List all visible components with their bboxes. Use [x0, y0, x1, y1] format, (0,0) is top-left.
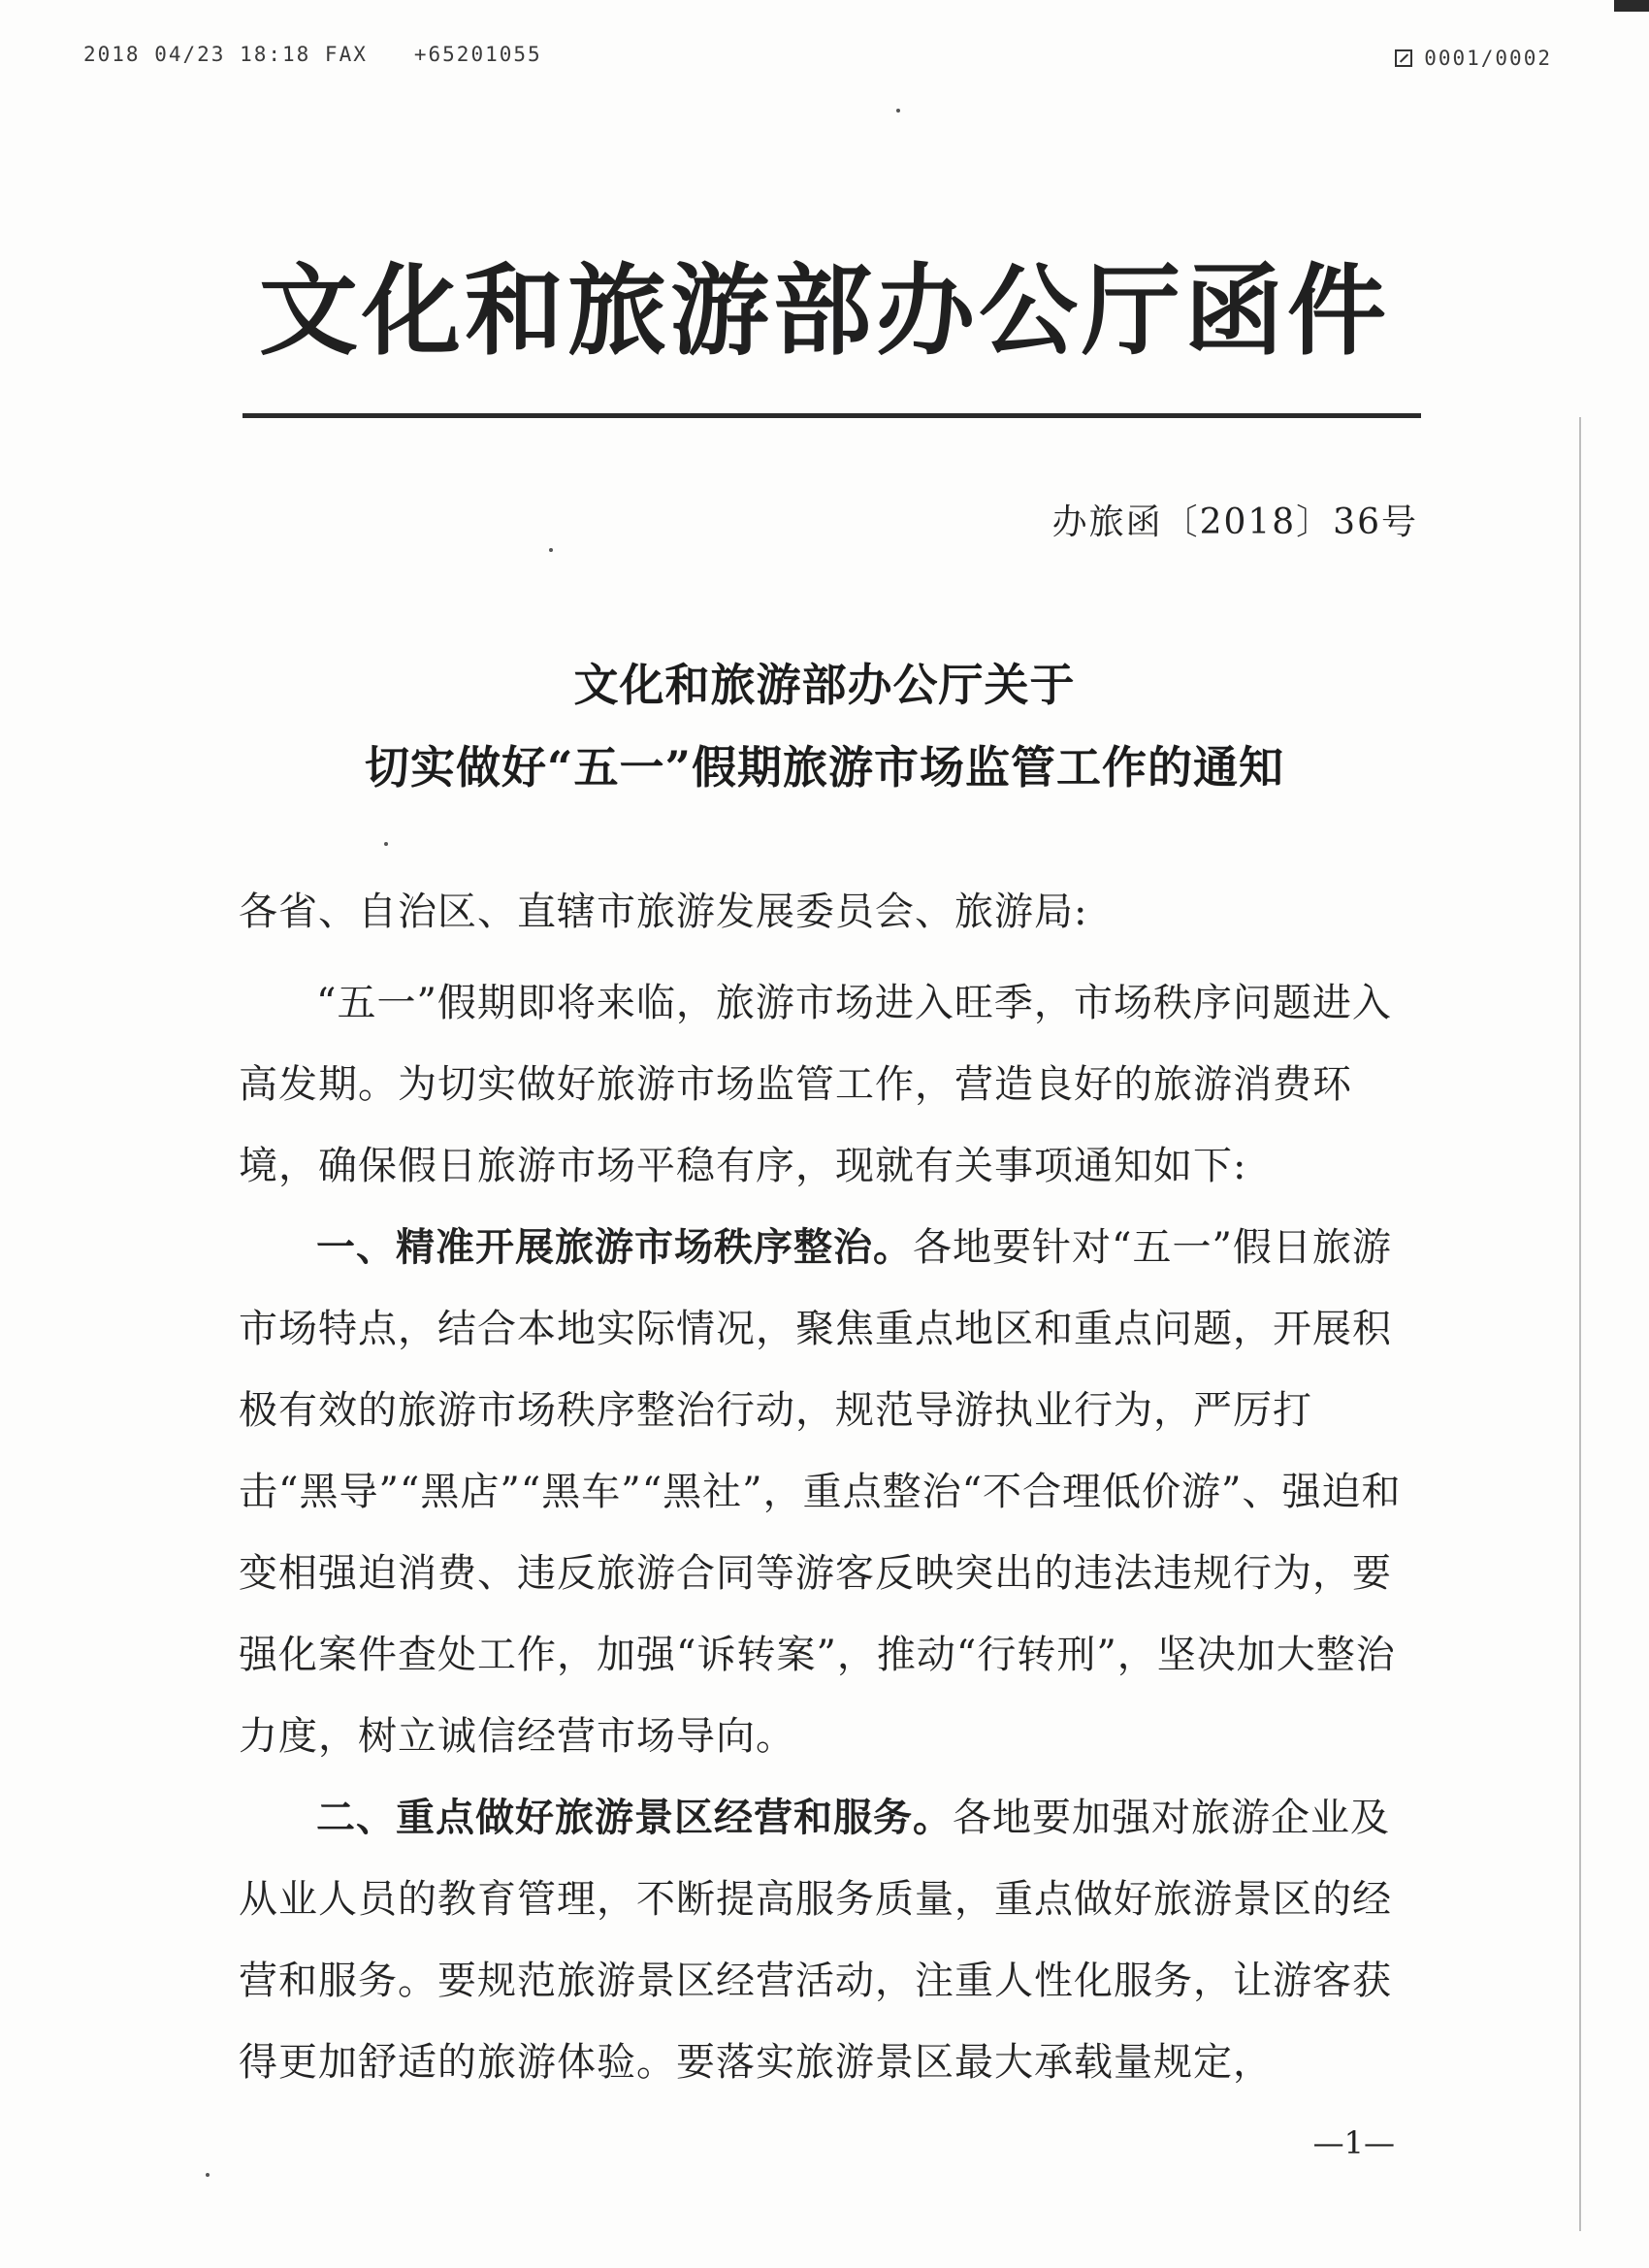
fax-page-text: 0001/0002 — [1424, 47, 1552, 70]
scan-speck — [896, 109, 900, 113]
intro-paragraph: “五一”假期即将来临，旅游市场进入旺季，市场秩序问题进入高发期。为切实做好旅游市场监管工作，营造良好的旅游消费环境，确保假日旅游市场平稳有序，现就有关事项通知如下: — [239, 981, 1392, 1188]
fax-number: +65201055 — [413, 43, 542, 66]
scan-speck — [549, 548, 553, 552]
masthead-title: 文化和旅游部办公厅函件 — [259, 253, 1390, 370]
page-number: —1— — [1312, 2124, 1395, 2161]
section-2-heading: 二、重点做好旅游景区经营和服务。 — [316, 1795, 953, 1840]
document-title-line-1: 文化和旅游部办公厅关于 — [573, 659, 1076, 711]
document-title-line-2: 切实做好“五一”假期旅游市场监管工作的通知 — [365, 741, 1284, 794]
scan-speck — [384, 842, 388, 846]
salutation: 各省、自治区、直辖市旅游发展委员会、旅游局: — [239, 890, 1088, 934]
section-2-paragraph — [239, 1777, 1412, 2103]
fax-page-icon — [1395, 49, 1412, 67]
scan-corner-mark — [1614, 0, 1649, 12]
fax-timestamp: 2018 04/23 18:18 FAX — [83, 43, 368, 66]
fax-header — [83, 43, 542, 66]
section-2-body: 各地要加强对旅游企业及从业人员的教育管理，不断提高服务质量，重点做好旅游景区的经营和服务。要规范旅游景区经营活动，注重人性化服务，让游客获得更加舒适的旅游体验。要落实旅游景区最大承载量规定， — [239, 1796, 1392, 2085]
scan-speck — [206, 2173, 210, 2177]
document-number: 办旅函〔2018〕36号 — [1051, 502, 1418, 542]
section-1-heading: 一、精准开展旅游市场秩序整治。 — [316, 1224, 913, 1270]
section-1-body: 各地要针对“五一”假日旅游市场特点，结合本地实际情况，聚焦重点地区和重点问题，开展积极有效的旅游市场秩序整治行动，规范导游执业行为，严厉打击“黑导”“黑店”“黑车”“黑社”，重点整治“不合理低价游”、强迫和变相强迫消费、违反旅游合同等游客反映突出的违法违规行为，要强化案件查处工作，加强“诉转案”，推动“行转刑”，坚决加大整治力度，树立诚信经营市场导向。 — [239, 1225, 1402, 1759]
masthead-rule — [242, 413, 1421, 418]
section-1-paragraph — [239, 1207, 1412, 1777]
fax-page-counter — [1395, 47, 1552, 70]
